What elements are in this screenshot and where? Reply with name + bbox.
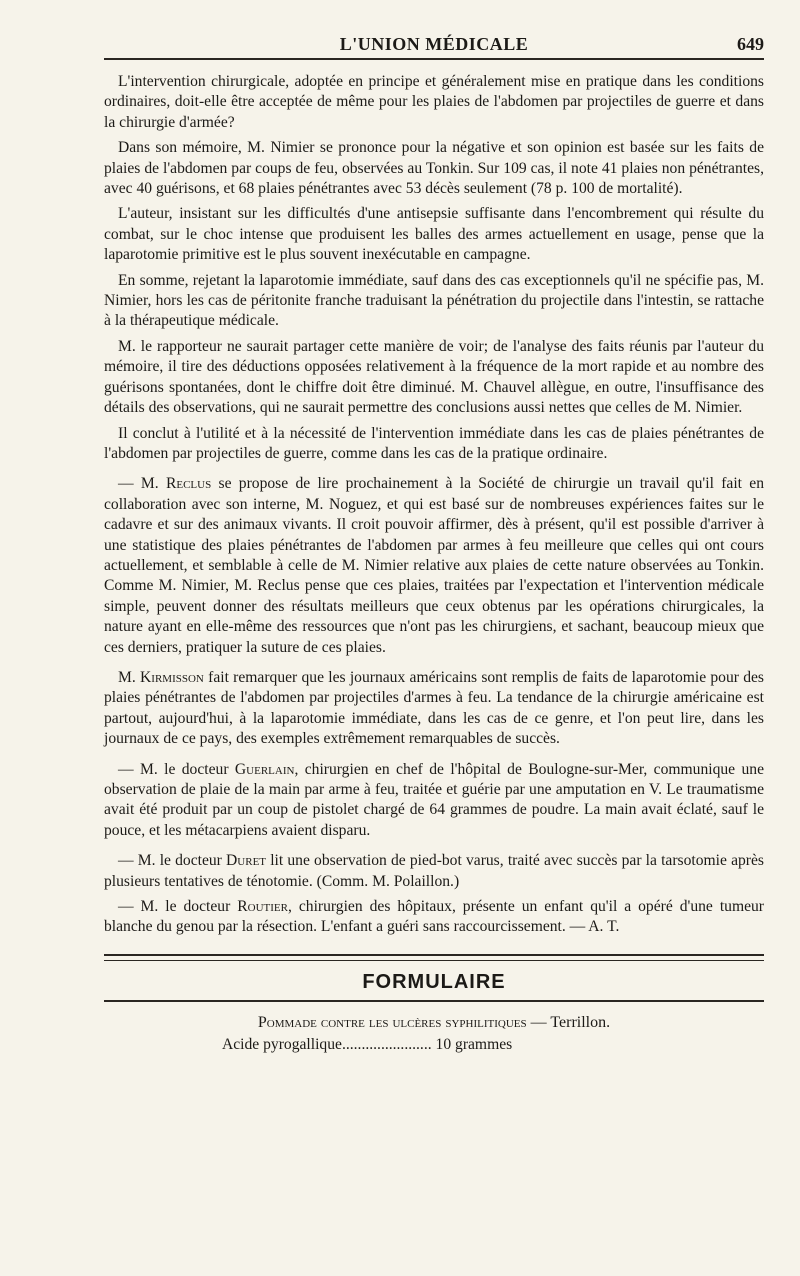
formulaire-rule [104,1000,764,1002]
paragraph-duret [104,851,764,892]
routier-name: Routier [237,898,288,916]
ingredient-name: Acide pyrogallique [222,1035,342,1053]
routier-prefix: — M. le docteur [118,898,238,916]
page-number: 649 [737,34,764,54]
duret-prefix: — M. le docteur [118,852,227,870]
section-divider [104,954,764,961]
kirmisson-prefix: M. [118,668,141,686]
duret-text: lit une observation de pied-bot varus, traité avec succès par la tarsotomie après plusieurs tentatives de ténotomie. (Comm. M. Polaillon.) [104,852,764,890]
recipe-author: — Terrillon. [526,1013,611,1031]
kirmisson-text: fait remarquer que les journaux américains sont remplis de faits de laparotomie pour des plaies pénétrantes de l'abdomen par projectiles d'armes à feu. La tendance de la chirurgie américaine est partout, aujourd'hui, à la laparotomie immédiate, dans les cas de ce genre, et l'on peut lire, dans les journaux de ce pays, des exemples extrêmement remarquables de succès. [104,668,765,748]
paragraph-rapporteur: M. le rapporteur ne saurait partager cette manière de voir; de l'analyse des faits réunis par l'auteur du mémoire, il tire des déductions opposées relativement à la fréquence de la mort rapide et au nombre des guérisons spontanées, dont le chiffre doit être diminué. M. Chauvel allègue, en outre, l'insuffisance des détails des observations, qui ne saurait permettre des conclusions aussi nettes que celles de M. Nimier. [104,337,764,417]
paragraph-nimier-memoir: Dans son mémoire, M. Nimier se prononce pour la négative et son opinion est basée sur les faits de plaies de l'abdomen par coups de feu, observées au Tonkin. Sur 109 cas, il note 41 plaies non pénétrantes, avec 40 guérisons, et 68 plaies pénétrantes avec 53 décès seulement (78 p. 100 de mortalité). [104,139,764,198]
recipe-name: Pommade contre les ulcères syphilitiques [257,1013,527,1031]
guerlain-name: Guerlain [234,760,295,778]
ingredient-quantity: 10 grammes [435,1035,513,1053]
kirmisson-name: Kirmisson [140,668,204,686]
paragraph-question: L'intervention chirurgicale, adoptée en principe et généralement mise en pratique dans les conditions ordinaires, doit-elle être acceptée de même pour les plaies de l'abdomen par projectiles de guerre et dans la chirurgie d'armée? [104,73,764,131]
recipe-title [104,1014,764,1032]
reclus-text: se propose de lire prochainement à la Société de chirurgie un travail qu'il fait en collaboration avec son interne, M. Noguez, et qui est basé sur de nombreuses expériences faites sur le cadavre et sur des animaux vivants. Il croit pouvoir affirmer, dès à présent, qu'il est possible d'arriver à une statistique des plaies pénétrantes de l'abdomen par armes à feu meilleure que celles qui ont cours actuellement, et semblable à celle de M. Nimier relative aux plaies de cette nature observées au Tonkin. Comme M. Nimier, M. Reclus pense que ces plaies, traitées par l'expectation et l'intervention médicale simple, peuvent donner des résultats meilleurs que ceux obtenus par les opérations chirurgicales, la nature ayant en elle-même des ressources que n'ont pas les chirurgiens, et sachant, beaucoup mieux que ces derniers, pratiquer la suture de ces plaies. [104,475,765,656]
paragraph-summary: En somme, rejetant la laparotomie immédiate, sauf dans des cas exceptionnels qu'il ne spécifie pas, M. Nimier, hors les cas de péritonite franche traduisant la pénétration du projectile dans l'intestin, se rattache à la thérapeutique médicale. [104,271,764,330]
guerlain-text: , chirurgien en chef de l'hôpital de Boulogne-sur-Mer, communique une observation de plaie de la main par arme à feu, traitée et guérie par une amputation en V. Le traumatisme avait été produit par un coup de pistolet chargé de 64 grammes de poudre. La main avait éclaté, sauf le pouce, et les métacarpiens avaient disparu. [104,760,764,839]
reclus-prefix: — M. [118,475,166,493]
duret-name: Duret [226,852,267,870]
article-body [104,72,764,938]
journal-title: L'UNION MÉDICALE [339,34,529,54]
guerlain-prefix: — M. le docteur [118,760,235,778]
journal-page [104,28,764,1054]
paragraph-reclus [104,474,764,658]
paragraph-conclusion: Il conclut à l'utilité et à la nécessité de l'intervention immédiate dans les cas de plaies pénétrantes de l'abdomen par projectiles de guerre, comme dans les cas de la pratique ordinaire. [104,424,764,462]
paragraph-author-difficulties: L'auteur, insistant sur les difficultés d'une antisepsie suffisante dans l'encombrement qui résulte du combat, sur le choc intense que produisent les balles des armes actuellement en usage, pense que la laparotomie primitive est le plus souvent inexécutable en campagne. [104,205,764,264]
paragraph-kirmisson [104,668,764,750]
ingredient-leader-dots: ....................... [341,1035,432,1053]
paragraph-guerlain [104,760,764,842]
routier-text: , chirurgien des hôpitaux, présente un enfant qu'il a opéré d'une tumeur blanche du genou par la résection. L'enfant a guéri sans raccourcissement. — A. T. [104,898,764,936]
running-head [104,28,764,60]
formulaire-heading: FORMULAIRE [362,970,506,993]
paragraph-routier [104,897,764,938]
reclus-name: Reclus [165,475,212,493]
recipe-ingredient-line [104,1036,764,1054]
